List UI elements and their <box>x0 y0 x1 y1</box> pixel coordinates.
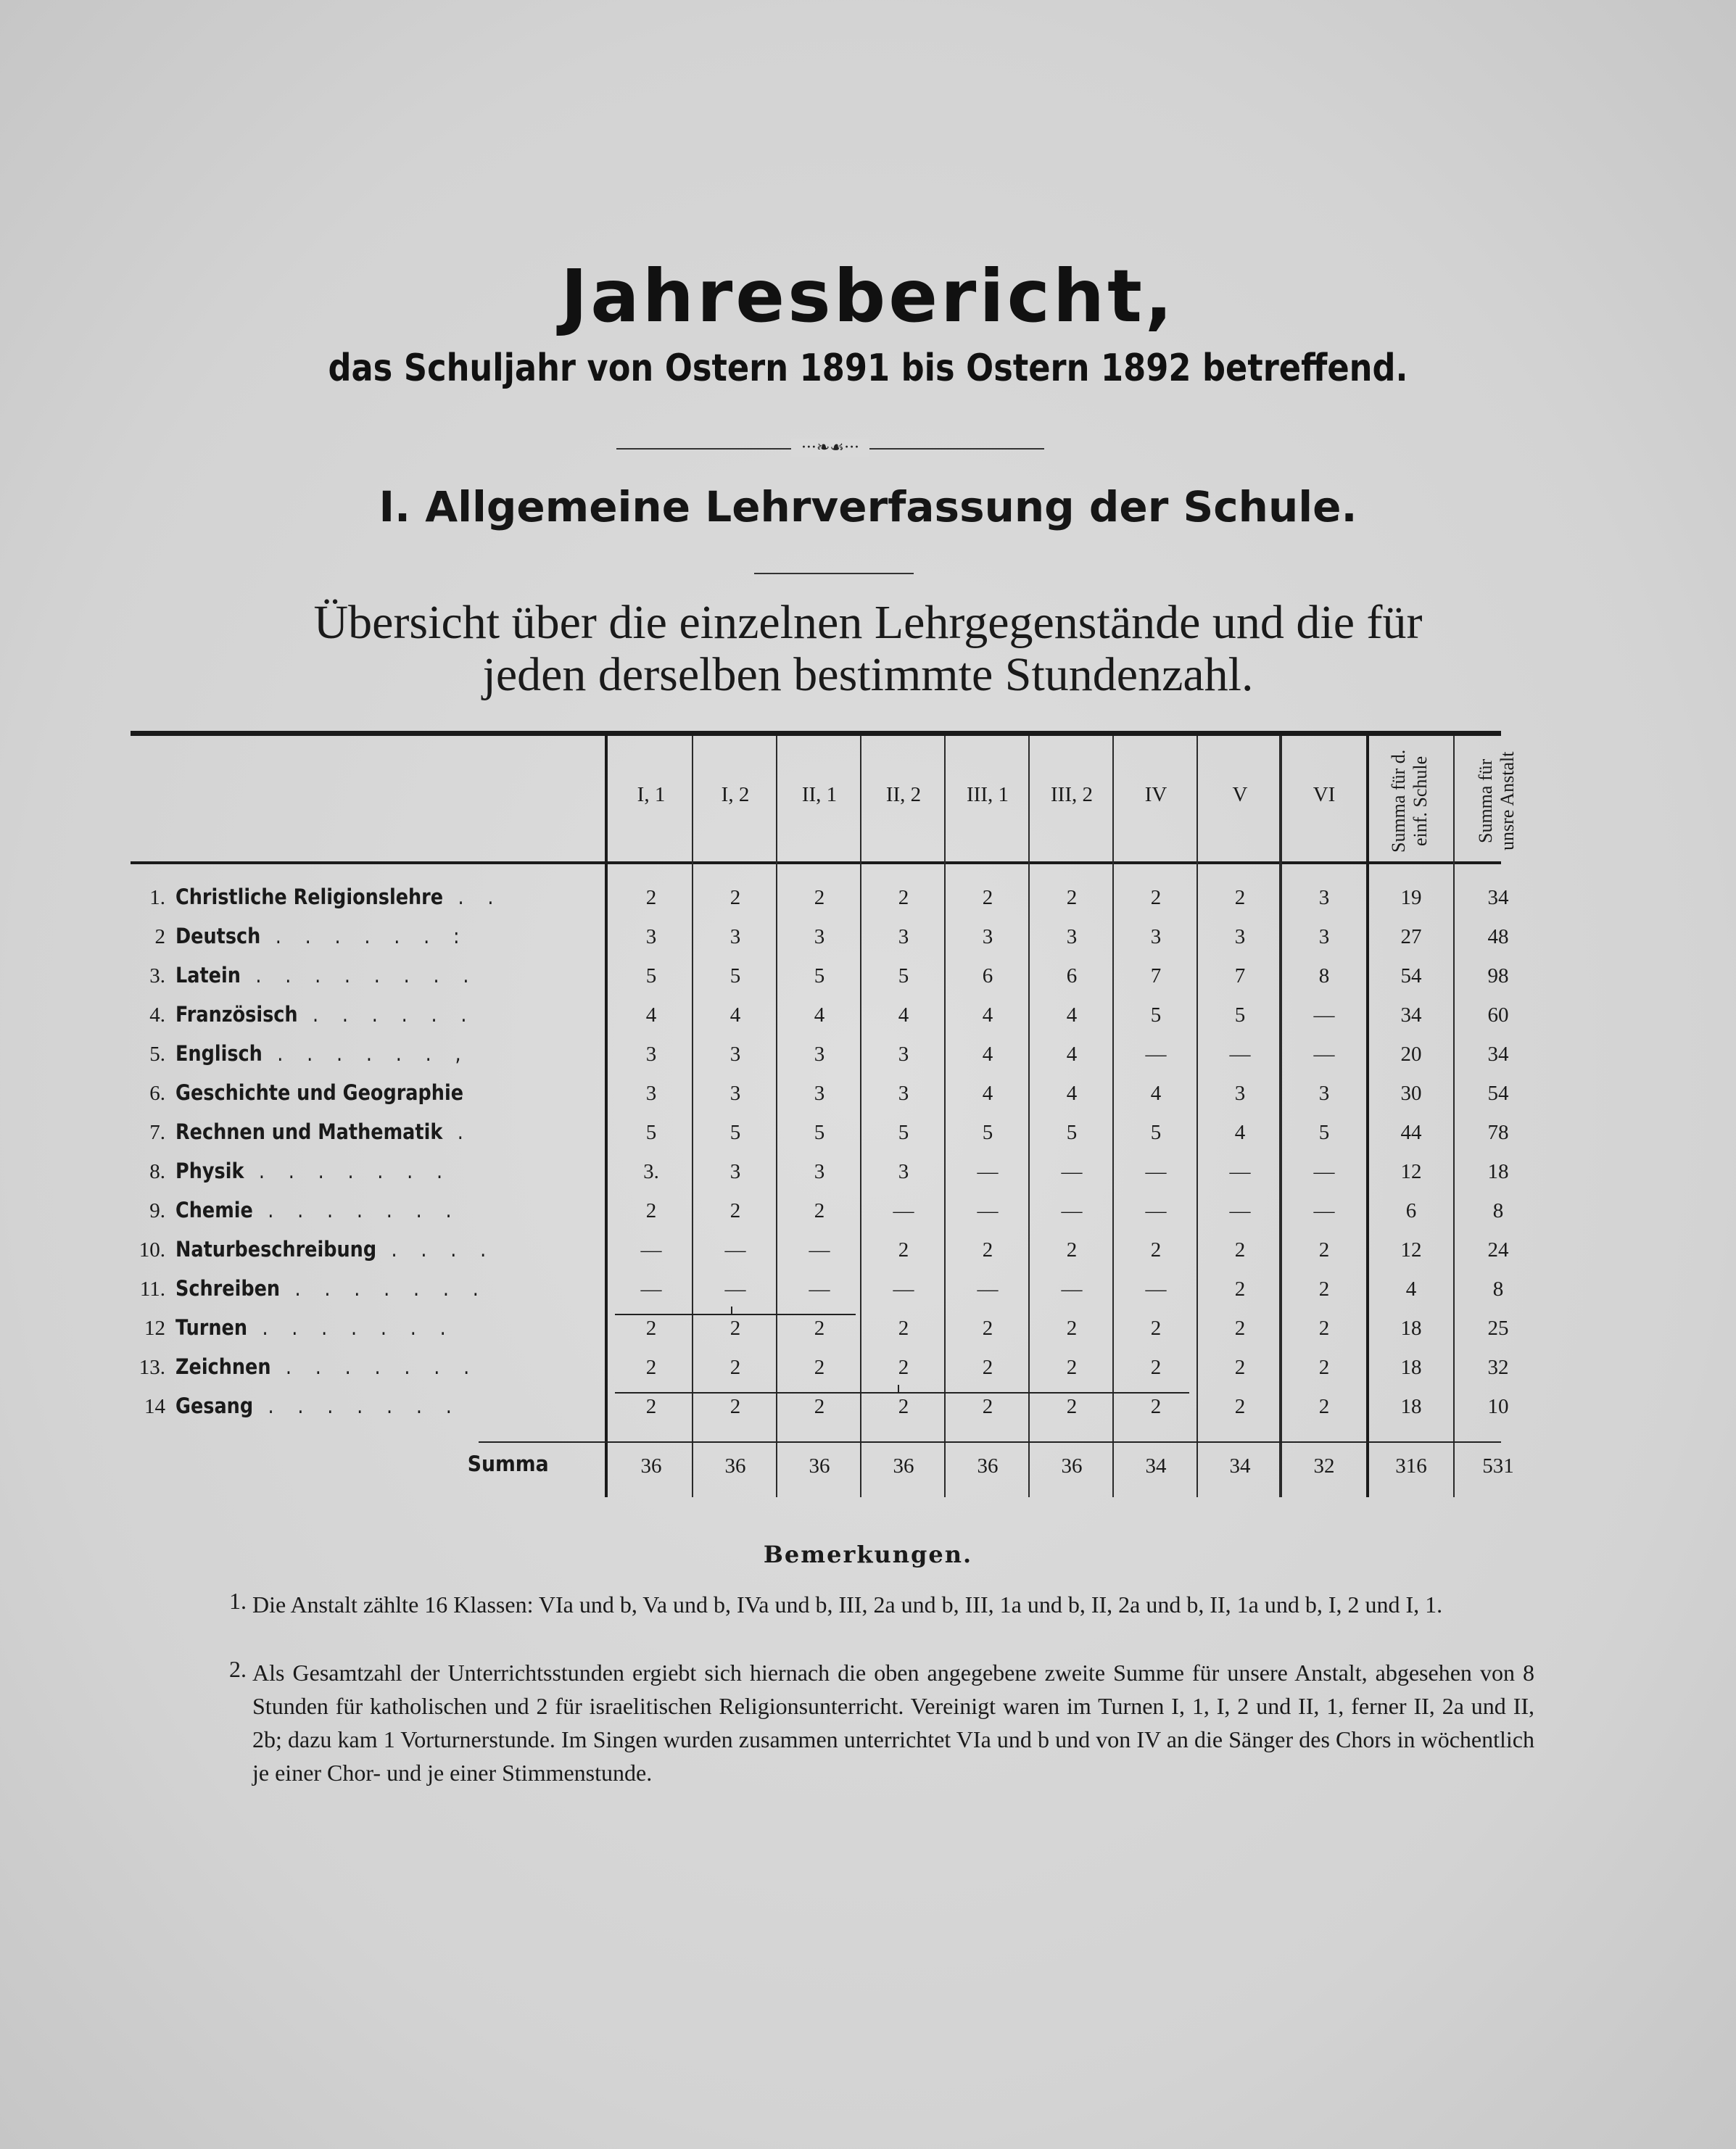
hours-cell: 2 <box>814 1317 825 1340</box>
subject-name <box>175 1394 533 1418</box>
hours-cell: 2 <box>1150 1238 1162 1262</box>
subject-label: Schreiben <box>175 1276 281 1301</box>
subject-label: Geschichte und Geographie <box>175 1080 464 1105</box>
row-number: 1. <box>149 886 165 909</box>
hours-cell: 5 <box>1150 1003 1162 1027</box>
subject-name <box>175 1159 533 1183</box>
row-number: 3. <box>149 964 165 987</box>
subject-name <box>175 1198 533 1222</box>
hours-cell: 2 <box>645 1199 657 1222</box>
table-row <box>0 1349 1736 1388</box>
hours-cell: — <box>1061 1278 1083 1301</box>
short-divider <box>754 573 914 574</box>
hours-cell: 2 <box>982 1395 993 1418</box>
hours-cell: — <box>1313 1199 1335 1222</box>
hours-cell: 3 <box>898 1082 909 1105</box>
hours-cell: 2 <box>1066 886 1078 909</box>
hours-cell: 4 <box>1066 1082 1078 1105</box>
hours-cell: 5 <box>898 964 909 987</box>
subject-label: Rechnen und Mathematik <box>175 1119 443 1144</box>
hours-cell: 2 <box>1066 1238 1078 1262</box>
subject-name <box>175 924 533 948</box>
hours-cell: 5 <box>814 1121 825 1144</box>
hours-cell: 2 <box>1066 1317 1078 1340</box>
hours-cell: 2 <box>1234 1356 1246 1379</box>
sum-column-header: Summa für unsre Anstalt <box>1475 751 1518 851</box>
hours-cell: 2 <box>1234 1395 1246 1418</box>
subject-name <box>175 1354 533 1379</box>
sum-cell: 19 <box>1400 886 1422 909</box>
sum-cell: 34 <box>1487 1043 1509 1066</box>
hours-cell: — <box>1145 1278 1167 1301</box>
hours-cell: 2 <box>814 1199 825 1222</box>
hours-cell: 5 <box>645 964 657 987</box>
hours-cell: 2 <box>1318 1317 1330 1340</box>
leader-dots: . . . . . . . . <box>240 963 478 987</box>
hours-cell: 2 <box>1066 1395 1078 1418</box>
row-number: 12 <box>144 1317 165 1340</box>
subject-label: Turnen <box>175 1315 248 1340</box>
subject-name <box>175 1080 533 1105</box>
table-header-rule <box>131 861 1501 864</box>
table-top-rule <box>131 731 1501 736</box>
hours-cell: 2 <box>729 1356 741 1379</box>
hours-cell: 5 <box>898 1121 909 1144</box>
hours-cell: 2 <box>1318 1238 1330 1262</box>
hours-cell: 4 <box>898 1003 909 1027</box>
sum-cell: 20 <box>1400 1043 1422 1066</box>
sum-cell: 34 <box>1487 886 1509 909</box>
subject-label: Naturbeschreibung <box>175 1237 377 1262</box>
hours-cell: 6 <box>1066 964 1078 987</box>
subject-label: Französisch <box>175 1002 298 1027</box>
hours-cell: 2 <box>729 1317 741 1340</box>
hours-cell: 3 <box>898 925 909 948</box>
summa-cell: 36 <box>893 1454 914 1478</box>
hours-cell: 7 <box>1150 964 1162 987</box>
hours-cell: 5 <box>1318 1121 1330 1144</box>
hours-cell: — <box>893 1199 914 1222</box>
sum-cell: 78 <box>1487 1121 1509 1144</box>
sum-cell: 8 <box>1492 1199 1504 1222</box>
hours-cell: 3 <box>1318 1082 1330 1105</box>
subject-label: Zeichnen <box>175 1354 271 1379</box>
sum-cell: 54 <box>1400 964 1422 987</box>
sum-cell: 54 <box>1487 1082 1509 1105</box>
leader-dots: . . . . . . . <box>247 1315 455 1340</box>
hours-cell: 3 <box>814 925 825 948</box>
table-heading <box>0 597 1736 701</box>
row-number: 9. <box>149 1199 165 1222</box>
row-number: 14 <box>144 1395 165 1418</box>
hours-cell: 3 <box>729 1160 741 1183</box>
hours-cell: 3 <box>645 925 657 948</box>
hours-cell: 2 <box>1150 1395 1162 1418</box>
hours-cell: 2 <box>1318 1278 1330 1301</box>
summa-cell: 34 <box>1145 1454 1167 1478</box>
subject-label: Christliche Religionslehre <box>175 885 444 909</box>
sum-cell: 8 <box>1492 1278 1504 1301</box>
hours-cell: 2 <box>898 886 909 909</box>
subject-name <box>175 1041 533 1066</box>
row-number: 6. <box>149 1082 165 1105</box>
hours-cell: 4 <box>982 1003 993 1027</box>
hours-cell: — <box>1145 1160 1167 1183</box>
leader-dots: . . <box>443 885 503 909</box>
table-row <box>0 1270 1736 1309</box>
column-header: III, 1 <box>967 783 1009 806</box>
hours-cell: — <box>1229 1043 1251 1066</box>
table-row <box>0 1192 1736 1231</box>
hours-cell: 4 <box>1066 1043 1078 1066</box>
hours-cell: — <box>640 1238 662 1262</box>
section-heading: I. Allgemeine Lehrverfassung der Schule. <box>379 482 1357 531</box>
hours-cell: — <box>977 1160 999 1183</box>
summa-cell: 34 <box>1229 1454 1251 1478</box>
subject-label: Physik <box>175 1159 244 1183</box>
row-number: 8. <box>149 1160 165 1183</box>
hours-cell: 2 <box>982 1356 993 1379</box>
summa-cell: 36 <box>977 1454 999 1478</box>
hours-cell: 2 <box>1066 1356 1078 1379</box>
column-header: II, 2 <box>885 783 922 806</box>
hours-cell: 4 <box>729 1003 741 1027</box>
hours-cell: 2 <box>982 1238 993 1262</box>
hours-cell: 2 <box>1234 1278 1246 1301</box>
hours-cell: 5 <box>729 1121 741 1144</box>
remark-text: Die Anstalt zählte 16 Klassen: VIa und b, Va und b, IVa und b, III, 2a und b, III, 1a und b, II, 2a und b, II, 1a und b, I, 2 und I, 1. <box>252 1591 1443 1618</box>
leader-dots: . . . . . . <box>297 1002 476 1027</box>
hours-cell: — <box>977 1199 999 1222</box>
subject-name <box>175 1237 533 1262</box>
sum-cell: 18 <box>1400 1395 1422 1418</box>
hours-cell: 3 <box>729 1082 741 1105</box>
sum-cell: 10 <box>1487 1395 1509 1418</box>
hours-cell: 2 <box>982 886 993 909</box>
sum-cell: 12 <box>1400 1160 1422 1183</box>
hours-cell: 6 <box>982 964 993 987</box>
leader-dots: . . . . . . : <box>260 924 468 948</box>
sum-cell: 12 <box>1400 1238 1422 1262</box>
hours-cell: 3 <box>1318 886 1330 909</box>
hours-cell: 2 <box>1234 1317 1246 1340</box>
sum-cell: 60 <box>1487 1003 1509 1027</box>
row-number: 5. <box>149 1043 165 1066</box>
sum-cell: 6 <box>1405 1199 1417 1222</box>
leader-dots: . . . . . . . <box>270 1354 479 1379</box>
hours-cell: 2 <box>645 886 657 909</box>
hours-cell: — <box>1061 1199 1083 1222</box>
sum-cell: 18 <box>1400 1356 1422 1379</box>
subject-label: Gesang <box>175 1394 254 1418</box>
hours-cell: 5 <box>1234 1003 1246 1027</box>
sum-cell: 27 <box>1400 925 1422 948</box>
sum-cell: 30 <box>1400 1082 1422 1105</box>
sum-cell: 18 <box>1400 1317 1422 1340</box>
hours-cell: — <box>893 1278 914 1301</box>
hours-cell: 2 <box>729 1395 741 1418</box>
row-number: 7. <box>149 1121 165 1144</box>
hours-cell: 2 <box>1234 1238 1246 1262</box>
subject-name <box>175 963 533 987</box>
hours-cell: 3 <box>1150 925 1162 948</box>
sum-cell: 32 <box>1487 1356 1509 1379</box>
hours-cell: 2 <box>645 1317 657 1340</box>
remark-text: Als Gesamtzahl der Unterrichtsstunden ergiebt sich hiernach die oben angegebene zweite Summe für unsere Anstalt, abgesehen von 8 Stunden für katholischen und 2 für israelitischen Religionsunterricht. Vereinigt waren im Turnen I, 1, I, 2 und II, 1, ferner II, 2a und II, 2b; dazu kam 1 Vorturnerstunde. Im Singen wurden zusammen unterrichtet VIa und b und von IV an die Sänger des Chors in wöchentlich je einer Chor- und je einer Stimmenstunde. <box>252 1660 1534 1786</box>
table-heading-line-1: Übersicht über die einzelnen Lehrgegenstände und die für <box>313 596 1423 649</box>
summa-cell: 36 <box>1061 1454 1083 1478</box>
subject-name <box>175 885 533 909</box>
sum-cell: 34 <box>1400 1003 1422 1027</box>
hours-cell: 3 <box>814 1160 825 1183</box>
hours-cell: 7 <box>1234 964 1246 987</box>
hours-cell: 2 <box>982 1317 993 1340</box>
hours-cell: 4 <box>982 1043 993 1066</box>
hours-cell: 5 <box>645 1121 657 1144</box>
hours-cell: 2 <box>645 1356 657 1379</box>
hours-cell: 2 <box>1318 1395 1330 1418</box>
hours-cell: — <box>640 1278 662 1301</box>
hours-cell: 2 <box>814 1356 825 1379</box>
hours-cell: 2 <box>898 1238 909 1262</box>
hours-cell: 2 <box>814 1395 825 1418</box>
sum-cell: 48 <box>1487 925 1509 948</box>
sum-cell: 18 <box>1487 1160 1509 1183</box>
hours-cell: 5 <box>1066 1121 1078 1144</box>
hours-cell: 4 <box>814 1003 825 1027</box>
hours-cell: 8 <box>1318 964 1330 987</box>
hours-cell: 2 <box>729 1199 741 1222</box>
hours-cell: 3 <box>1318 925 1330 948</box>
hours-cell: — <box>809 1278 830 1301</box>
hours-cell: 2 <box>1150 1356 1162 1379</box>
hours-cell: 3 <box>1066 925 1078 948</box>
hours-cell: — <box>1313 1043 1335 1066</box>
summa-rule <box>479 1441 1501 1443</box>
hours-cell: 3 <box>898 1160 909 1183</box>
summa-cell: 36 <box>640 1454 662 1478</box>
hours-cell: — <box>1061 1160 1083 1183</box>
hours-cell: 3 <box>814 1082 825 1105</box>
summa-cell: 36 <box>724 1454 746 1478</box>
ornament-divider <box>616 441 1044 455</box>
hours-cell: 3 <box>645 1082 657 1105</box>
hours-cell: 4 <box>1066 1003 1078 1027</box>
hours-cell: 2 <box>1318 1356 1330 1379</box>
subject-label: Deutsch <box>175 924 261 948</box>
hours-cell: 4 <box>645 1003 657 1027</box>
hours-cell: — <box>1229 1199 1251 1222</box>
table-row <box>0 879 1736 918</box>
table-row <box>0 996 1736 1035</box>
hours-cell: 3 <box>729 925 741 948</box>
hours-cell: 4 <box>1150 1082 1162 1105</box>
report-title: Jahresbericht, <box>561 254 1175 339</box>
combined-classes-brace <box>615 1314 856 1324</box>
hours-cell: 5 <box>1150 1121 1162 1144</box>
sum-cell: 4 <box>1405 1278 1417 1301</box>
hours-cell: 2 <box>729 886 741 909</box>
hours-cell: — <box>1229 1160 1251 1183</box>
hours-cell: 2 <box>645 1395 657 1418</box>
remark-number: 2. <box>229 1656 247 1682</box>
hours-cell: — <box>724 1238 746 1262</box>
table-heading-line-2: jeden derselben bestimmte Stundenzahl. <box>482 648 1254 701</box>
subject-name <box>175 1119 533 1144</box>
hours-cell: 4 <box>982 1082 993 1105</box>
summa-total-cell: 531 <box>1482 1454 1514 1478</box>
bleed-through-decoration <box>0 109 11 159</box>
table-row <box>0 957 1736 996</box>
sum-cell: 98 <box>1487 964 1509 987</box>
table-row <box>0 1035 1736 1074</box>
remarks-title: Bemerkungen. <box>763 1541 973 1568</box>
sum-cell: 24 <box>1487 1238 1509 1262</box>
row-number: 10. <box>139 1238 165 1262</box>
hours-cell: 3 <box>729 1043 741 1066</box>
table-row <box>0 1309 1736 1349</box>
leader-dots: . . . . <box>376 1237 495 1262</box>
subject-name <box>175 1276 533 1301</box>
hours-cell: 3 <box>814 1043 825 1066</box>
row-number: 13. <box>139 1356 165 1379</box>
remark-number: 1. <box>229 1588 247 1614</box>
subject-name <box>175 1002 533 1027</box>
hours-cell: 3 <box>645 1043 657 1066</box>
hours-cell: 2 <box>1150 1317 1162 1340</box>
column-header: IV <box>1144 783 1167 806</box>
hours-cell: 2 <box>1234 886 1246 909</box>
combined-classes-brace <box>615 1392 1189 1402</box>
hours-cell: 4 <box>1234 1121 1246 1144</box>
table-row <box>0 1074 1736 1114</box>
sum-column-header: Summa für d. einf. Schule <box>1388 749 1431 853</box>
leader-dots: . . . . . . . <box>280 1276 488 1301</box>
hours-cell: 3 <box>898 1043 909 1066</box>
hours-cell: — <box>1313 1003 1335 1027</box>
hours-cell: 3 <box>1234 1082 1246 1105</box>
sum-cell: 25 <box>1487 1317 1509 1340</box>
hours-cell: 2 <box>898 1395 909 1418</box>
row-number: 4. <box>149 1003 165 1027</box>
column-header: I, 2 <box>721 783 750 806</box>
column-header: VI <box>1313 783 1336 806</box>
leader-dots: . . . . . . . <box>244 1159 452 1183</box>
summa-label: Summa <box>467 1452 549 1476</box>
hours-cell: 2 <box>898 1317 909 1340</box>
hours-cell: 2 <box>1150 886 1162 909</box>
row-number: 2 <box>154 925 165 948</box>
ornament-glyph: ···❧☙··· <box>791 439 869 457</box>
hours-cell: 2 <box>814 886 825 909</box>
sum-cell: 44 <box>1400 1121 1422 1144</box>
hours-cell: — <box>1145 1043 1167 1066</box>
hours-cell: — <box>1145 1199 1167 1222</box>
column-header: I, 1 <box>637 783 666 806</box>
hours-cell: 3. <box>643 1160 659 1183</box>
table-row <box>0 1114 1736 1153</box>
summa-cell: 32 <box>1313 1454 1335 1478</box>
leader-dots: . . . . . . . <box>252 1198 460 1222</box>
leader-dots: . <box>442 1119 473 1144</box>
table-row <box>0 1153 1736 1192</box>
leader-dots: . . . . . . , <box>262 1041 470 1066</box>
column-header: III, 2 <box>1051 783 1093 806</box>
subject-name <box>175 1315 533 1340</box>
subject-label: Latein <box>175 963 241 987</box>
report-subtitle: das Schuljahr von Ostern 1891 bis Ostern 1892 betreffend. <box>328 347 1408 390</box>
hours-cell: 3 <box>1234 925 1246 948</box>
hours-cell: 2 <box>898 1356 909 1379</box>
hours-cell: — <box>1313 1160 1335 1183</box>
summa-total-cell: 316 <box>1395 1454 1427 1478</box>
summa-cell: 36 <box>809 1454 830 1478</box>
hours-cell: 5 <box>729 964 741 987</box>
hours-cell: 5 <box>982 1121 993 1144</box>
leader-dots: . . . . . . . <box>253 1394 461 1418</box>
hours-cell: 5 <box>814 964 825 987</box>
hours-cell: — <box>724 1278 746 1301</box>
hours-cell: 3 <box>982 925 993 948</box>
hours-cell: — <box>809 1238 830 1262</box>
column-header: V <box>1232 783 1248 806</box>
table-row <box>0 918 1736 957</box>
subject-label: Chemie <box>175 1198 253 1222</box>
subject-label: Englisch <box>175 1041 263 1066</box>
table-row <box>0 1231 1736 1270</box>
row-number: 11. <box>139 1278 165 1301</box>
column-header: II, 1 <box>801 783 838 806</box>
hours-cell: — <box>977 1278 999 1301</box>
